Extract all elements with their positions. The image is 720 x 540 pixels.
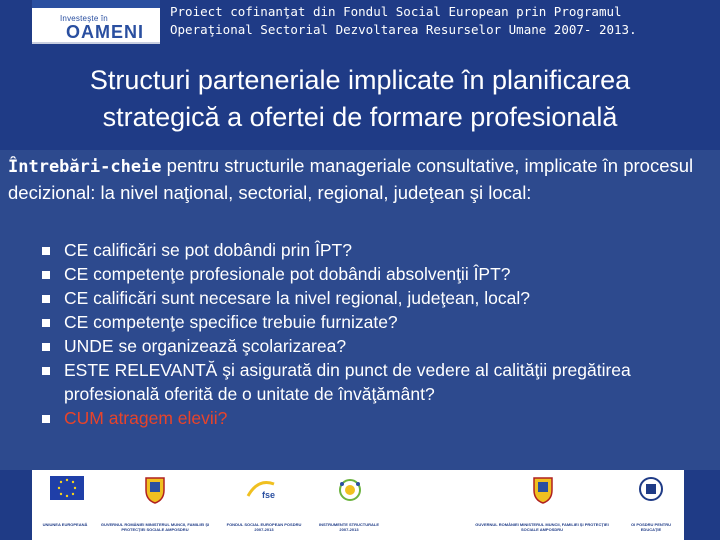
bullet-square-icon bbox=[42, 343, 50, 351]
slide-title-line-1: Structuri parteneriale implicate în planificarea bbox=[89, 65, 631, 95]
fse-logo-icon bbox=[244, 476, 284, 502]
bullet-square-icon bbox=[42, 247, 50, 255]
bullet-square-icon bbox=[42, 295, 50, 303]
footer-logos bbox=[32, 470, 684, 540]
cofinancing-line-2: Operaţional Sectorial Dezvoltarea Resurselor Umane 2007- 2013. bbox=[170, 22, 637, 37]
list-item bbox=[40, 286, 710, 310]
bullet-square-icon bbox=[42, 319, 50, 327]
romania-coat-of-arms-icon bbox=[532, 476, 554, 504]
bullet-square-icon bbox=[42, 367, 50, 375]
logo-strip bbox=[32, 0, 160, 8]
bullet-square-icon bbox=[42, 271, 50, 279]
investeste-in-oameni-logo bbox=[32, 0, 160, 44]
slide-title-line-2: strategică a ofertei de formare profesională bbox=[102, 102, 618, 132]
romania-coat-of-arms-icon bbox=[144, 476, 166, 504]
list-item-text: ESTE RELEVANTĂ şi asigurată din punct de vedere al calităţii pregătirea profesională oferită de o unitate de învăţământ? bbox=[64, 360, 631, 404]
key-question-label: Întrebări-cheie bbox=[8, 157, 162, 177]
list-item-text: UNDE se organizează şcolarizarea? bbox=[64, 336, 347, 356]
footer-caption: GUVERNUL ROMÂNIEI MINISTERUL MUNCII, FAMILIEI ŞI PROTECŢIEI SOCIALE AMPOSDRU bbox=[100, 522, 210, 532]
list-item bbox=[40, 334, 710, 358]
list-item-text: CE competenţe specifice trebuie furnizate? bbox=[64, 312, 398, 332]
list-item-text: CE competenţe profesionale pot dobândi absolvenţii ÎPT? bbox=[64, 264, 511, 284]
list-item bbox=[40, 238, 710, 262]
footer-caption: OI POSDRU PENTRU EDUCAŢIE bbox=[630, 522, 671, 532]
footer-caption: UNIUNEA EUROPEANĂ bbox=[42, 522, 88, 527]
list-item bbox=[40, 310, 710, 334]
key-question-text: pentru structurile manageriale consultative, implicate în procesul decizional: la nivel naţional, sectorial, regional, judeţean şi local: bbox=[8, 155, 694, 203]
logo-big-text: OAMENI bbox=[66, 22, 144, 42]
list-item bbox=[40, 358, 710, 406]
bullet-square-icon bbox=[42, 415, 50, 423]
list-item bbox=[40, 262, 710, 286]
slide-title bbox=[0, 62, 720, 136]
list-item-text: CE calificări sunt necesare la nivel regional, judeţean, local? bbox=[64, 288, 530, 308]
footer-caption: GUVERNUL ROMÂNIEI MINISTERUL MUNCII, FAMILIEI ŞI PROTECŢIEI SOCIALE AMPOSDRU bbox=[475, 522, 609, 532]
question-list bbox=[40, 238, 710, 430]
key-question bbox=[8, 153, 713, 206]
svg-text:fse: fse bbox=[262, 490, 276, 500]
list-item-text: CUM atragem elevii? bbox=[64, 408, 228, 428]
cofinancing-line-1: Proiect cofinanţat din Fondul Social European prin Programul bbox=[170, 4, 622, 19]
logo-small-text: Investeşte în bbox=[60, 14, 108, 23]
list-item-highlight bbox=[40, 406, 710, 430]
oi-posdru-logo-icon bbox=[638, 476, 664, 504]
footer-caption: FONDUL SOCIAL EUROPEAN POSDRU 2007-2013 bbox=[226, 522, 302, 532]
list-item-text: CE calificări se pot dobândi prin ÎPT? bbox=[64, 240, 352, 260]
eu-flag-icon bbox=[50, 476, 84, 500]
header bbox=[0, 0, 720, 46]
footer-caption: INSTRUMENTE STRUCTURALE 2007-2013 bbox=[319, 522, 379, 532]
structural-instruments-icon bbox=[330, 476, 370, 504]
cofinancing-notice bbox=[170, 3, 715, 39]
